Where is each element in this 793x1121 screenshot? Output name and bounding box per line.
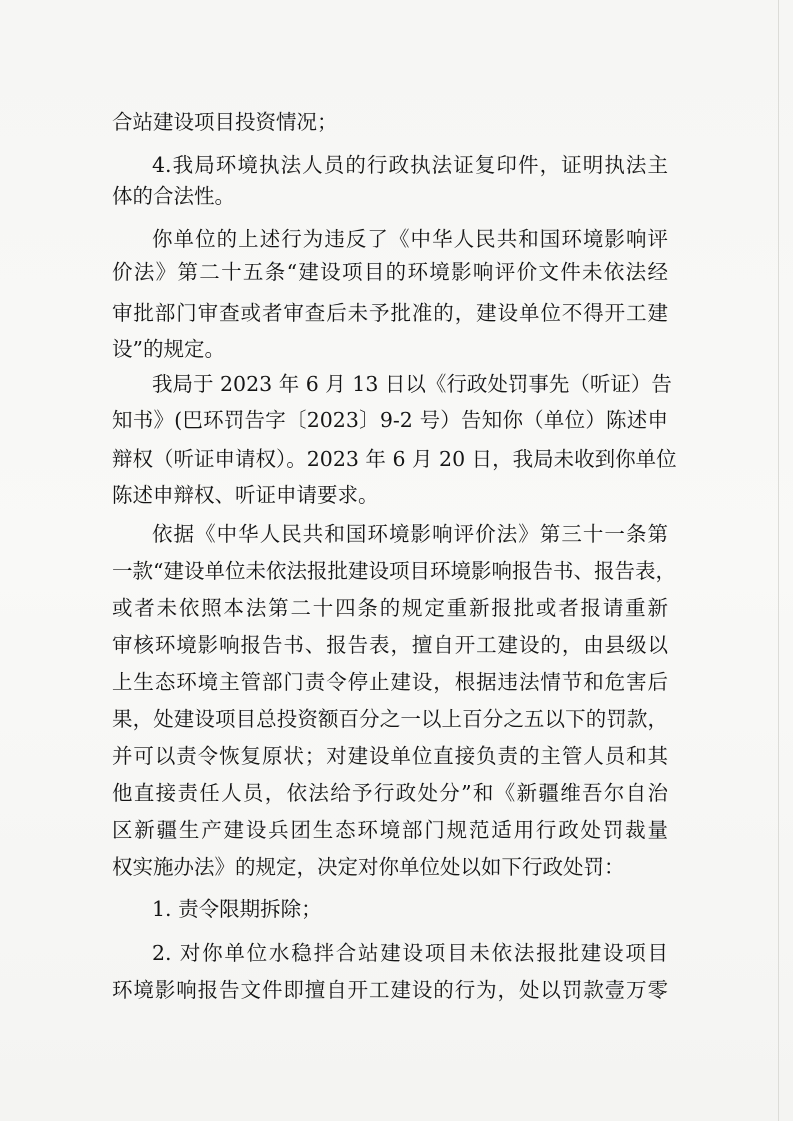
text-line: 权实施办法》的规定，决定对你单位处以如下行政处罚： <box>112 855 625 879</box>
text-line: 一款“建设单位未依法报批建设项目环境影响报告书、报告表， <box>112 559 676 583</box>
text-line: 设”的规定。 <box>112 337 225 361</box>
text-line: 并可以责令恢复原状；对建设单位直接负责的主管人员和其 <box>112 744 668 768</box>
text-line: 他直接责任人员，依法给予行政处分”和《新疆维吾尔自治 <box>112 781 668 805</box>
text-line: 你单位的上述行为违反了《中华人民共和国环境影响评 <box>152 227 668 251</box>
scan-edge <box>778 0 779 1121</box>
text-line: 4.我局环境执法人员的行政执法证复印件，证明执法主 <box>152 153 668 177</box>
text-line: 环境影响报告文件即擅自开工建设的行为，处以罚款壹万零 <box>112 978 668 1002</box>
text-line: 知书》(巴环罚告字〔2023〕9-2 号）告知你（单位）陈述申 <box>112 408 668 432</box>
text-line: 体的合法性。 <box>112 184 235 208</box>
text-line: 陈述申辩权、听证申请要求。 <box>112 483 379 507</box>
text-line: 2. 对你单位水稳拌合站建设项目未依法报批建设项目 <box>152 941 668 965</box>
text-line: 区新疆生产建设兵团生态环境部门规范适用行政处罚裁量 <box>112 818 668 842</box>
text-line: 价法》第二十五条“建设项目的环境影响评价文件未依法经 <box>112 260 668 284</box>
text-line: 合站建设项目投资情况； <box>112 110 338 134</box>
text-line: 辩权（听证申请权）。2023 年 6 月 20 日，我局未收到你单位 <box>112 447 677 471</box>
text-line: 我局于 2023 年 6 月 13 日以《行政处罚事先（听证）告 <box>152 372 672 396</box>
text-line: 或者未依照本法第二十四条的规定重新报批或者报请重新 <box>112 596 668 620</box>
text-line: 审核环境影响报告书、报告表，擅自开工建设的，由县级以 <box>112 633 668 657</box>
text-line: 上生态环境主管部门责令停止建设，根据违法情节和危害后 <box>112 670 668 694</box>
text-line: 果，处建设项目总投资额百分之一以上百分之五以下的罚款， <box>112 707 668 731</box>
text-line: 依据《中华人民共和国环境影响评价法》第三十一条第 <box>152 522 668 546</box>
text-line: 审批部门审查或者审查后未予批准的，建设单位不得开工建 <box>112 301 668 325</box>
text-line: 1. 责令限期拆除； <box>152 897 322 921</box>
